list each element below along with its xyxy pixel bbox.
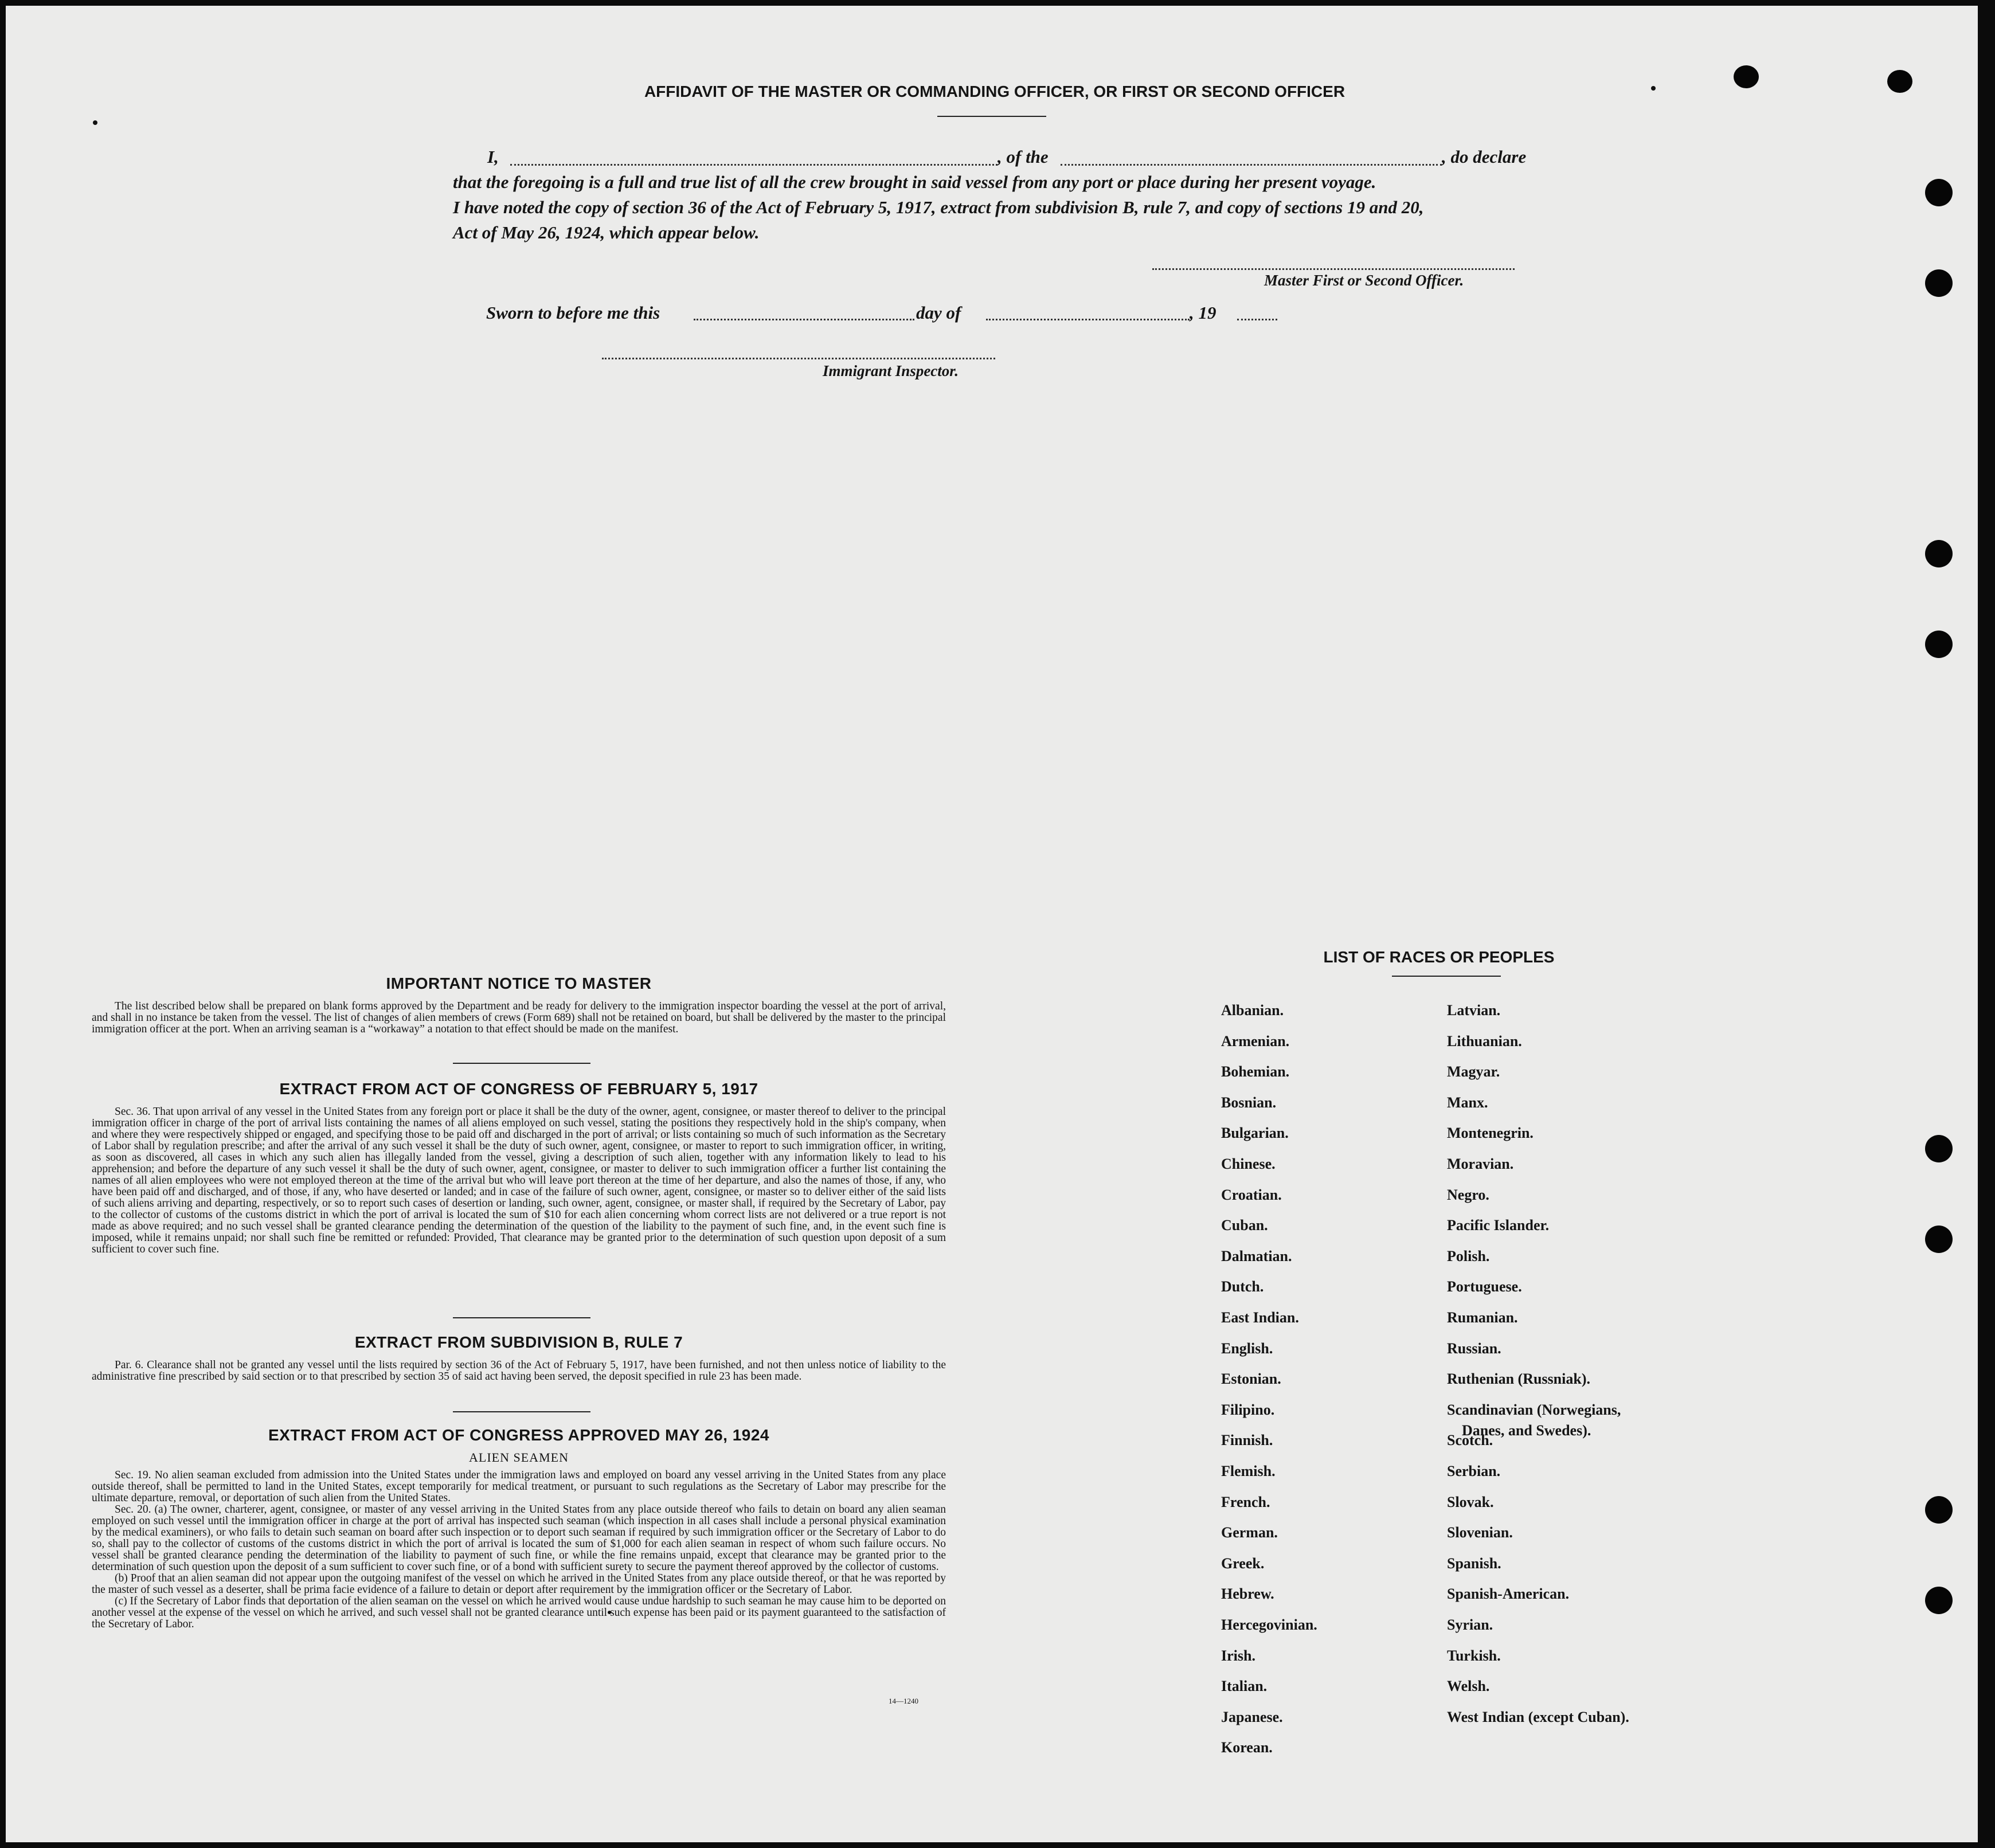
race-item: Croatian. [1221,1186,1282,1203]
affidavit-line1-of: , of the [998,147,1049,167]
name-field[interactable] [510,164,998,166]
sworn-label: Sworn to before me this [486,303,660,323]
extract-1924-title: EXTRACT FROM ACT OF CONGRESS APPROVED MAY 26, 1924 [268,1426,769,1444]
notice-paragraph: The list described below shall be prepared on blank forms approved by the Department and be ready for delivery to the immigration inspector boarding the vessel at the port of arrival, and shall in no instance be taken from the vessel. The list of changes of alien members of crews (Form 689) shall not be retained on board, but shall be delivered by the master to the principal immigration officer at the port. When an arriving seaman is a “workaway” a notation to that effect should be made on the manifest. [92,1000,946,1035]
form-number: 14—1240 [889,1697,918,1705]
affidavit-line3: I have noted the copy of section 36 of the Act of February 5, 1917, extract from subdivision B, rule 7, and copy of sections 19 and 20, [453,197,1424,217]
race-item: Latvian. [1447,1002,1501,1019]
race-item: Estonian. [1221,1371,1281,1388]
race-item: English. [1221,1340,1273,1357]
race-item: Slovak. [1447,1493,1494,1510]
race-item: Finnish. [1221,1432,1273,1449]
race-item: Portuguese. [1447,1278,1522,1295]
race-item: Hercegovinian. [1221,1616,1317,1633]
race-item: Bohemian. [1221,1063,1290,1080]
punch-hole [1925,179,1953,206]
title-underline [937,116,1046,117]
speck [1651,86,1656,91]
day-of-label: day of [916,303,961,323]
extract-1924-subtitle: ALIEN SEAMEN [469,1450,569,1465]
race-item: Montenegrin. [1447,1125,1534,1142]
punch-hole [1734,65,1759,88]
extract-1924-text [92,1470,946,1630]
race-item: Japanese. [1221,1708,1283,1725]
race-item: Russian. [1447,1340,1501,1357]
race-item: Albanian. [1221,1002,1284,1019]
race-item: Danes, and Swedes). [1462,1422,1591,1439]
punch-hole [1925,1135,1953,1162]
year-label: , 19 [1190,303,1216,323]
race-item: East Indian. [1221,1309,1299,1326]
race-item: Italian. [1221,1678,1268,1695]
races-title: LIST OF RACES OR PEOPLES [1323,948,1555,966]
race-item: Welsh. [1447,1678,1490,1695]
race-item: Negro. [1447,1186,1489,1203]
sworn-year-field[interactable] [1237,319,1277,320]
affidavit-line2: that the foregoing is a full and true list of all the crew brought in said vessel from any port or place during her present voyage. [453,172,1376,192]
extract-rule7-text [92,1360,946,1383]
race-item: Slovenian. [1447,1524,1513,1541]
divider [453,1317,590,1318]
affidavit-line4: Act of May 26, 1924, which appear below. [453,222,760,242]
extract-1917-title: EXTRACT FROM ACT OF CONGRESS OF FEBRUARY 5, 1917 [279,1080,758,1098]
extract-1917-paragraph: Sec. 36. That upon arrival of any vessel in the United States from any foreign port or place it shall be the duty of the owner, agent, consignee, or master thereof to deliver to the principal immigration officer in charge of the port of arrival lists containing the names of all aliens employed on such vessel, stating the positions they respectively hold in the ship's company, when and where they were respectively shipped or engaged, and specifying those to be paid off and discharged in the port of arrival; or lists containing so much of such information as the Secretary of Labor shall by regulation prescribe; and after the arrival of any such vessel it shall be the duty of such owner, agent, consignee, or master to report to such immigration officer, in writing, as soon as discovered, all cases in which any such alien has illegally landed from the vessel, giving a description of such alien, together with any information likely to lead to his apprehension; and before the departure of any such vessel it shall be the duty of such owner, agent, consignee, or master to deliver to such immigration officer a further list containing the names of all alien employees who were not employed thereon at the time of the arrival but who will leave port thereon at the time of her departure, and also the names of those, if any, who have been paid off and discharged, and of those, if any, who have deserted or landed; and in case of the failure of such owner, agent, consignee, or master so to deliver either of the said lists of such aliens arriving and departing, respectively, or so to report such cases of desertion or landing, such owner, agent, consignee, or master shall, if required by the Secretary of Labor, pay to the collector of customs of the customs district in which the port of arrival is located the sum of $10 for each alien concerning whom correct lists are not delivered or a true report is not made as above required; and no such vessel shall be granted clearance pending the determination of the question of the liability to the payment of such fine, and, in the event such fine is imposed, while it remains unpaid; nor shall such fine be remitted or refunded: Provided, That clearance may be granted prior to the determination of such question upon deposit of a sum sufficient to cover such fine. [92,1106,946,1255]
section-20b-paragraph: (b) Proof that an alien seaman did not appear upon the outgoing manifest of the vessel on which he arrived in the United States from any place outside thereof, or that he was reported by the master of such vessel as a deserter, shall be prima facie evidence of a failure to detain or deport after requirement by the immigration officer or the Secretary of Labor. [92,1572,946,1596]
divider [453,1411,590,1412]
speck [93,120,97,125]
race-item: Bulgarian. [1221,1125,1289,1142]
race-item: Korean. [1221,1739,1273,1756]
punch-hole [1925,1587,1953,1614]
punch-hole [1925,1496,1953,1524]
section-20a-paragraph: Sec. 20. (a) The owner, charterer, agent, consignee, or master of any vessel arriving in the United States from any place outside thereof who fails to detain on board any alien seaman employed on such vessel until the immigration officer in charge at the port of arrival has inspected such seaman (which inspection in all cases shall include a personal physical examination by the medical examiners), or who fails to detain such seaman on board after such inspection or to deport such seaman if required by such immigration officer or the Secretary of Labor to do so, shall pay to the collector of customs of the customs district in which the port of arrival is located the sum of $1,000 for each alien seaman in respect of whom such failure occurs. No vessel shall be granted clearance pending the determination of the liability to payment of such fine, or while the fine remains unpaid, except that clearance may be granted prior to the determination of such question upon the deposit of a sum sufficient to cover such fine, or of a bond with sufficient surety to secure the payment thereof approved by the collector of customs. [92,1504,946,1573]
notice-text [92,1001,946,1035]
races-title-underline [1392,976,1501,977]
race-item: Greek. [1221,1555,1265,1572]
race-item: Spanish. [1447,1555,1501,1572]
race-item: Pacific Islander. [1447,1217,1550,1234]
race-item: Bosnian. [1221,1094,1277,1111]
punch-hole [1925,631,1953,658]
race-item: Scandinavian (Norwegians, [1447,1401,1621,1418]
race-item: French. [1221,1493,1270,1510]
document-page [6,6,1978,1842]
race-item: Hebrew. [1221,1585,1274,1603]
race-item: Scotch. [1447,1432,1493,1449]
master-signature-line[interactable] [1152,268,1515,270]
affidavit-title: AFFIDAVIT OF THE MASTER OR COMMANDING OFFICER, OR FIRST OR SECOND OFFICER [644,83,1345,100]
race-item: Flemish. [1221,1463,1276,1479]
divider [453,1063,590,1064]
race-item: Spanish-American. [1447,1585,1570,1603]
race-item: Filipino. [1221,1401,1275,1418]
race-item: Manx. [1447,1094,1488,1111]
master-signature-label: Master First or Second Officer. [1264,272,1464,289]
race-item: Cuban. [1221,1217,1268,1234]
inspector-label: Immigrant Inspector. [823,362,959,379]
race-item: Lithuanian. [1447,1032,1522,1050]
punch-hole [1925,269,1953,297]
extract-rule7-title: EXTRACT FROM SUBDIVISION B, RULE 7 [354,1333,683,1351]
punch-hole [1925,1226,1953,1253]
race-item: Dutch. [1221,1278,1264,1295]
race-item: West Indian (except Cuban). [1447,1708,1629,1725]
affidavit-line1-i: I, [487,147,499,167]
section-20c-paragraph: (c) If the Secretary of Labor finds that deportation of the alien seaman on the vessel on which he arrived would cause undue hardship to such seaman he may cause him to be deported on another vessel at the expense of the vessel on which he arrived, and such vessel shall not be granted clearance until such expense has been paid or its payment guaranteed to the satisfaction of the Secretary of Labor. [92,1595,946,1630]
race-item: Moravian. [1447,1156,1514,1172]
extract-1917-text [92,1106,946,1255]
affidavit-line1-declare: , do declare [1442,147,1527,167]
race-item: Rumanian. [1447,1309,1518,1326]
race-item: Armenian. [1221,1032,1290,1050]
race-item: Polish. [1447,1247,1490,1264]
sworn-month-field[interactable] [986,319,1190,320]
race-item: Serbian. [1447,1463,1501,1479]
vessel-field[interactable] [1061,164,1442,166]
race-item: Irish. [1221,1647,1255,1664]
section-19-paragraph: Sec. 19. No alien seaman excluded from admission into the United States under the immigration laws and employed on board any vessel arriving in the United States from any place outside thereof, shall be permitted to land in the United States, except temporarily for medical treatment, or pursuant to such regulations as the Secretary of Labor may prescribe for the ultimate departure, removal, or deportation of such alien from the United States. [92,1469,946,1504]
race-item: Turkish. [1447,1647,1501,1664]
punch-hole [1887,70,1912,93]
inspector-signature-line[interactable] [602,358,995,359]
race-item: Ruthenian (Russniak). [1447,1371,1590,1388]
notice-title: IMPORTANT NOTICE TO MASTER [386,974,652,992]
race-item: Magyar. [1447,1063,1500,1080]
sworn-day-field[interactable] [694,319,914,320]
race-item: Syrian. [1447,1616,1493,1633]
race-item: Dalmatian. [1221,1247,1292,1264]
extract-rule7-paragraph: Par. 6. Clearance shall not be granted any vessel until the lists required by section 36 of the Act of February 5, 1917, have been furnished, and not then unless notice of liability to the administrative fine prescribed by said section or to that prescribed by section 35 of said act having been served, the deposit specified in rule 23 has been made. [92,1359,946,1383]
race-item: German. [1221,1524,1278,1541]
race-item: Chinese. [1221,1156,1276,1172]
punch-hole [1925,540,1953,567]
